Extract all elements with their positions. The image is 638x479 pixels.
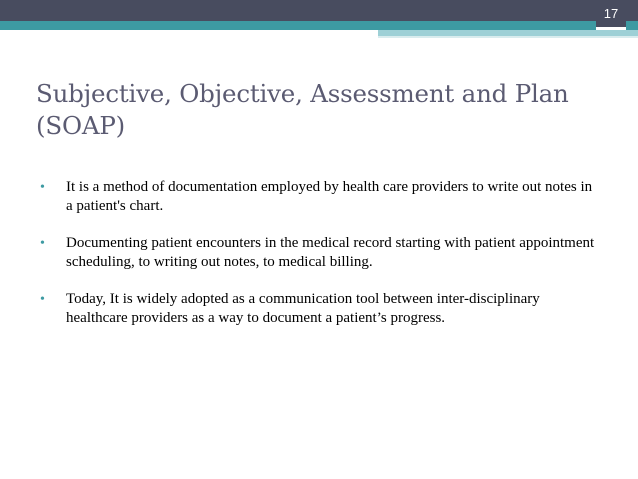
header-accent-band (0, 21, 638, 30)
bullet-text: Today, It is widely adopted as a communication tool between inter-disciplinary healthcare providers as a way to document a patient’s progress. (66, 291, 540, 326)
bullet-item (40, 290, 600, 328)
slide-title: Subjective, Objective, Assessment and Plan (SOAP) (36, 79, 569, 140)
header-bar (0, 0, 638, 21)
bullet-item (40, 178, 600, 216)
header-accent-line-light (378, 36, 638, 38)
slide-number: 17 (596, 0, 626, 30)
bullet-dot-icon: • (40, 292, 45, 307)
bullet-item (40, 234, 600, 272)
bullet-dot-icon: • (40, 180, 45, 195)
bullet-dot-icon: • (40, 236, 45, 251)
bullet-list (40, 178, 600, 346)
bullet-text: Documenting patient encounters in the medical record starting with patient appointment scheduling, to writing out notes, to medical billing. (66, 235, 595, 270)
bullet-text: It is a method of documentation employed by health care providers to write out notes in a patient's chart. (66, 179, 593, 214)
